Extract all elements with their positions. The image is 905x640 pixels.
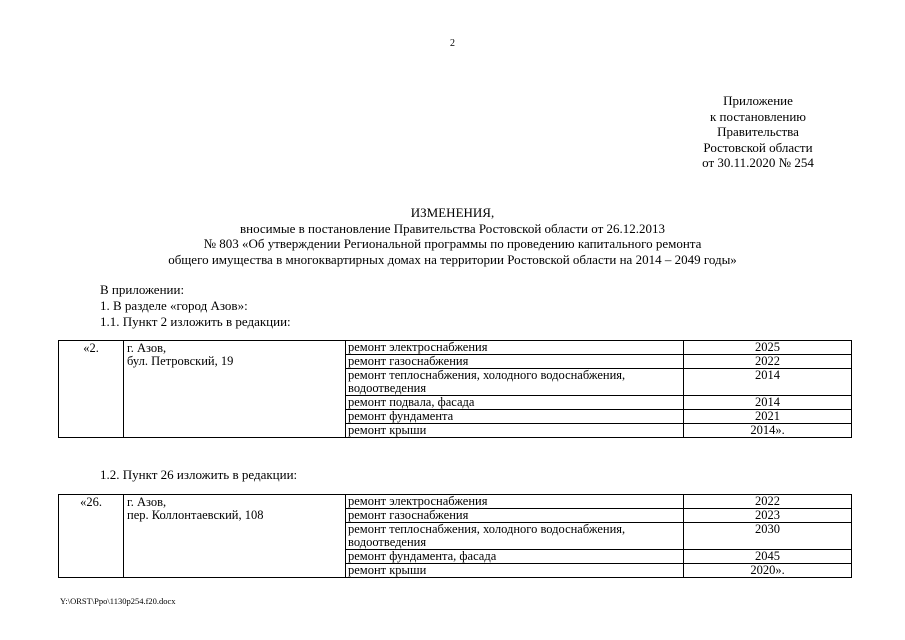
year-cell: 2045: [684, 550, 852, 564]
address-line: пер. Коллонтаевский, 108: [127, 508, 264, 522]
appendix-line: к постановлению: [709, 108, 807, 124]
document-heading: [60, 205, 845, 267]
work-type: ремонт фундамента: [346, 410, 684, 424]
file-path-footer: Y:\ORST\Ppo\1130p254.f20.docx: [60, 596, 176, 606]
work-type: ремонт газоснабжения: [346, 509, 684, 523]
appendix-line: Ростовской области: [703, 139, 813, 155]
address-line: г. Азов,: [127, 495, 167, 509]
table-item-26: [58, 494, 852, 578]
appendix-block: [640, 93, 876, 171]
work-type: ремонт крыши: [346, 424, 684, 438]
work-type: ремонт подвала, фасада: [346, 396, 684, 410]
intro-line: 1. В разделе «город Азов»:: [100, 298, 248, 313]
table-row: [59, 495, 852, 509]
address-line: г. Азов,: [127, 341, 167, 355]
work-type: ремонт крыши: [346, 564, 684, 578]
appendix-line: Приложение: [723, 93, 793, 108]
year-cell: 2025: [684, 341, 852, 355]
address-cell: [124, 341, 346, 438]
heading-line: № 803 «Об утверждении Региональной программы по проведению капитального ремонта: [203, 236, 702, 251]
year-cell: 2022: [684, 495, 852, 509]
work-type: ремонт электроснабжения: [346, 341, 684, 355]
year-cell: 2014».: [684, 424, 852, 438]
year-cell: 2014: [684, 369, 852, 396]
address-cell: [124, 495, 346, 578]
intro-line: В приложении:: [100, 282, 185, 297]
item-number: «2.: [59, 341, 124, 438]
work-type: ремонт электроснабжения: [346, 495, 684, 509]
year-cell: 2022: [684, 355, 852, 369]
year-cell: 2030: [684, 523, 852, 550]
heading-line: вносимые в постановление Правительства Ростовской области от 26.12.2013: [239, 220, 666, 236]
year-cell: 2020».: [684, 564, 852, 578]
subheading-item-26: 1.2. Пункт 26 изложить в редакции:: [100, 467, 298, 482]
address-line: бул. Петровский, 19: [127, 354, 234, 368]
year-cell: 2014: [684, 396, 852, 410]
year-cell: 2021: [684, 410, 852, 424]
table-item-2: [58, 340, 852, 438]
work-type: ремонт фундамента, фасада: [346, 550, 684, 564]
appendix-line: Правительства: [717, 124, 799, 139]
work-type: ремонт газоснабжения: [346, 355, 684, 369]
heading-title: ИЗМЕНЕНИЯ,: [410, 205, 495, 220]
appendix-line: от 30.11.2020 № 254: [702, 155, 814, 170]
work-type: ремонт теплоснабжения, холодного водоснабжения, водоотведения: [346, 369, 684, 396]
table-row: [59, 341, 852, 355]
year-cell: 2023: [684, 509, 852, 523]
heading-line: общего имущества в многоквартирных домах на территории Ростовской области на 2014 – 2049 годы»: [168, 251, 737, 267]
item-number: «26.: [59, 495, 124, 578]
page-number: 2: [450, 38, 455, 49]
intro-line: 1.1. Пункт 2 изложить в редакции:: [100, 314, 291, 329]
intro-block: [100, 282, 291, 330]
work-type: ремонт теплоснабжения, холодного водоснабжения, водоотведения: [346, 523, 684, 550]
